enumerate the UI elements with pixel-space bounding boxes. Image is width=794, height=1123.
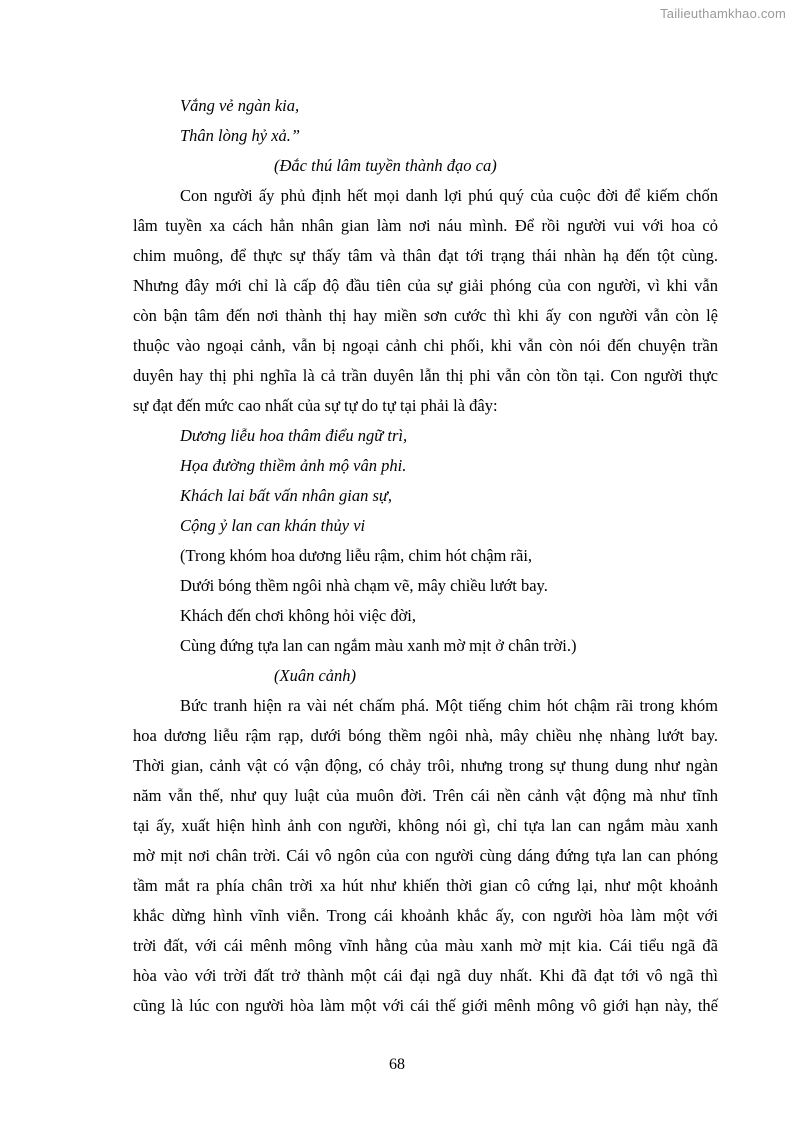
paragraph-line: Bức tranh hiện ra vài nét chấm phá. Một tiếng chim hót chậm rãi trong khóm xyxy=(180,696,718,715)
paragraph-line: mờ mịt nơi chân trời. Cái vô ngôn của con người cùng dáng đứng tựa lan can phóng xyxy=(133,846,718,865)
verse-line: Khách lai bất vấn nhân gian sự, xyxy=(180,486,393,505)
paragraph-line: cũng là lúc con người hòa làm một với cái thế giới mênh mông vô giới hạn này, thế xyxy=(133,996,718,1015)
page-number: 68 xyxy=(389,1056,405,1073)
paragraph-line: còn bận tâm đến nơi thành thị hay miền sơn cước thì khi ấy con người vẫn còn lệ xyxy=(133,306,718,325)
paragraph-line: duyên hay thị phi nghĩa là cả trần duyên lẫn thị phi vẫn còn tồn tại. Con người thực xyxy=(133,366,718,385)
paragraph-line: Nhưng đây mới chỉ là cấp độ đầu tiên của sự giải phóng của con người, vì khi vẫn xyxy=(133,276,718,295)
paragraph-line: lâm tuyền xa cách hẳn nhân gian làm nơi náu mình. Để rồi người vui với hoa cỏ xyxy=(133,216,718,235)
translation-line: Cùng đứng tựa lan can ngắm màu xanh mờ mịt ở chân trời.) xyxy=(180,636,577,655)
translation-line: (Trong khóm hoa dương liễu rậm, chim hót chậm rãi, xyxy=(180,546,533,565)
paragraph-line: thuộc vào ngoại cảnh, vẫn bị ngoại cảnh chi phối, khi vẫn còn nói đến chuyện trần xyxy=(133,336,718,355)
paragraph-line: tầm mắt ra phía chân trời xa hút như khiến thời gian cô cứng lại, như một khoảnh xyxy=(133,876,718,895)
verse-line: Thân lòng hỷ xả.” xyxy=(180,126,301,145)
verse-line: Họa đường thiềm ảnh mộ vân phi. xyxy=(180,456,407,475)
translation-line: Dưới bóng thềm ngôi nhà chạm vẽ, mây chiều lướt bay. xyxy=(180,576,548,595)
source-citation: (Xuân cảnh) xyxy=(274,666,357,685)
paragraph-line: trời đất, với cái mênh mông vĩnh hằng của màu xanh mờ mịt kia. Cái tiểu ngã đã xyxy=(133,936,718,955)
translation-line: Khách đến chơi không hỏi việc đời, xyxy=(180,606,417,625)
verse-line: Vắng vẻ ngàn kia, xyxy=(180,96,300,115)
page-content xyxy=(133,91,718,1021)
verse-line: Dương liễu hoa thâm điểu ngữ trì, xyxy=(180,426,408,445)
paragraph-line: hòa vào với trời đất trở thành một cái đại ngã duy nhất. Khi đã đạt tới vô ngã thì xyxy=(133,966,718,985)
source-citation: (Đắc thú lâm tuyền thành đạo ca) xyxy=(274,156,497,175)
paragraph-line: khắc dừng hình vĩnh viễn. Trong cái khoảnh khắc ấy, con người hòa làm một với xyxy=(133,906,718,925)
paragraph-line: chim muông, để thực sự thấy tâm và thân đạt tới trạng thái nhàn hạ đến tột cùng. xyxy=(133,246,718,265)
verse-line: Cộng ỷ lan can khán thủy vi xyxy=(180,516,366,535)
paragraph-line: hoa dương liễu rậm rạp, dưới bóng thềm ngôi nhà, mây chiều nhẹ nhàng lướt bay. xyxy=(133,726,718,745)
watermark: Tailieuthamkhao.com xyxy=(660,6,786,21)
paragraph-line: Con người ấy phủ định hết mọi danh lợi phú quý của cuộc đời để kiếm chốn xyxy=(180,186,718,205)
paragraph-line: sự đạt đến mức cao nhất của sự tự do tự tại phải là đây: xyxy=(133,396,498,415)
paragraph-line: tại ấy, xuất hiện hình ảnh con người, không nói gì, chỉ tựa lan can ngắm màu xanh xyxy=(133,816,718,835)
paragraph-line: năm vẫn thế, như quy luật của muôn đời. Trên cái nền cảnh vật động mà như tĩnh xyxy=(133,786,718,805)
paragraph-line: Thời gian, cảnh vật có vận động, có chảy trôi, nhưng trong sự thung dung như ngàn xyxy=(133,756,718,775)
